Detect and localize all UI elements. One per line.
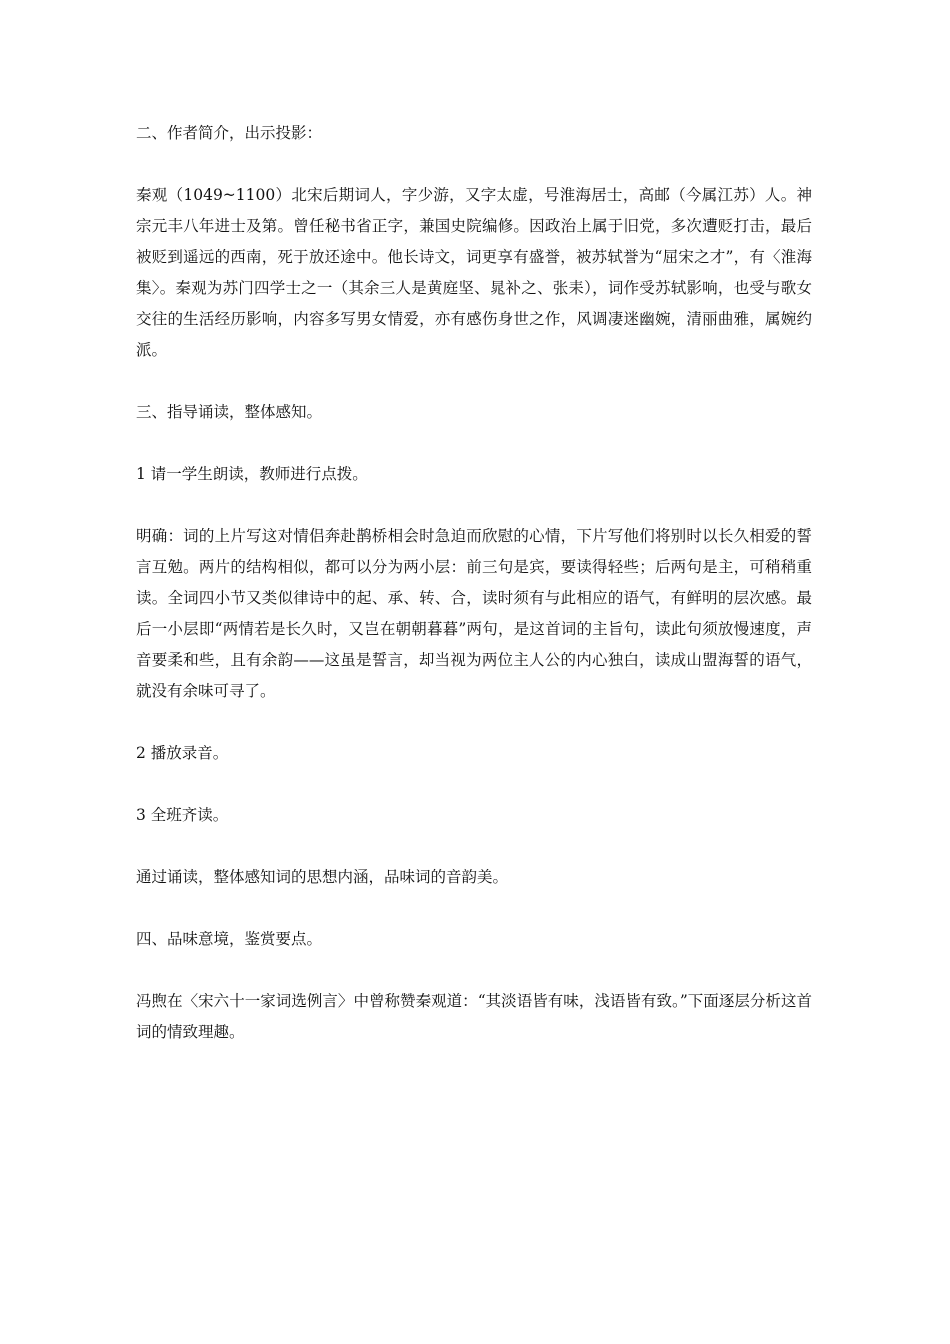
step-3-class-reading: 3 全班齐读。 <box>136 806 229 824</box>
section-heading-appreciation: 四、品味意境，鉴赏要点。 <box>136 930 323 948</box>
document-body <box>136 118 812 1048</box>
step-1-student-reading: 1 请一学生朗读，教师进行点拨。 <box>136 465 368 483</box>
section-heading-guided-reading: 三、指导诵读，整体感知。 <box>136 403 323 421</box>
reading-summary-paragraph: 通过诵读，整体感知词的思想内涵，品味词的音韵美。 <box>136 868 509 886</box>
step-2-play-recording: 2 播放录音。 <box>136 744 229 762</box>
feng-xu-quote-paragraph: 冯煦在〈宋六十一家词选例言〉中曾称赞秦观道：“其淡语皆有味，浅语皆有致。”下面逐层分析这首词的情致理趣。 <box>136 992 812 1041</box>
section-heading-author-intro: 二、作者简介，出示投影： <box>136 124 323 142</box>
clarification-paragraph: 明确：词的上片写这对情侣奔赴鹊桥相会时急迫而欣慰的心情，下片写他们将别时以长久相爱的誓言互勉。两片的结构相似，都可以分为两小层：前三句是宾，要读得轻些；后两句是主，可稍稍重读。全词四小节又类似律诗中的起、承、转、合，读时须有与此相应的语气，有鲜明的层次感。最后一小层即“两情若是长久时，又岂在朝朝暮暮”两句，是这首词的主旨句，读此句须放慢速度，声音要柔和些，且有余韵——这虽是誓言，却当视为两位主人公的内心独白，读成山盟海誓的语气，就没有余味可寻了。 <box>136 527 812 700</box>
author-bio-paragraph: 秦观（1049~1100）北宋后期词人，字少游，又字太虚，号淮海居士，高邮（今属江苏）人。神宗元丰八年进士及第。曾任秘书省正字，兼国史院编修。因政治上属于旧党，多次遭贬打击，最后被贬到遥远的西南，死于放还途中。他长诗文，词更享有盛誉，被苏轼誉为“屈宋之才”，有〈淮海集〉。秦观为苏门四学士之一（其余三人是黄庭坚、晁补之、张耒），词作受苏轼影响，也受与歌女交往的生活经历影响，内容多写男女情爱，亦有感伤身世之作，风调凄迷幽婉，清丽曲雅，属婉约派。 <box>136 186 812 359</box>
